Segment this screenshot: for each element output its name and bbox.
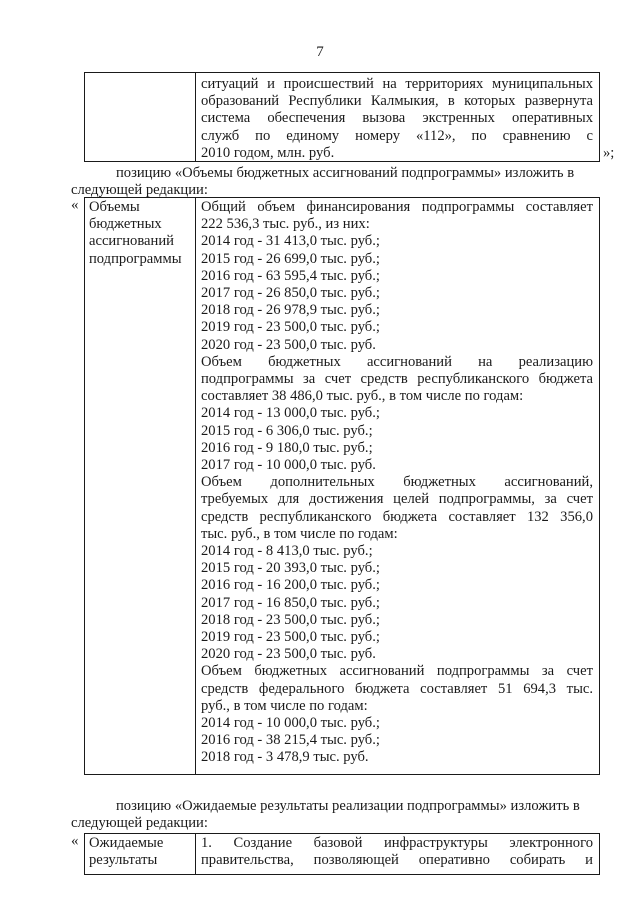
instruction-paragraph-2-line-1: позицию «Ожидаемые результаты реализации подпрограммы» изложить в — [116, 798, 580, 814]
cell-line: подпрограммы — [89, 250, 182, 267]
cell-line: 2019 год - 23 500,0 тыс. руб.; — [201, 629, 380, 645]
cell-line: составляет 38 486,0 тыс. руб., в том числе по годам: — [201, 388, 524, 405]
cell-line: 2016 год - 16 200,0 тыс. руб.; — [201, 577, 380, 594]
instruction-paragraph-2-line-2: следующей редакции: — [71, 815, 208, 831]
cell-line: Объем бюджетных ассигнований подпрограммы за счет — [201, 663, 593, 680]
cell-line: Объемы — [89, 199, 140, 215]
cell-line: 2018 год - 23 500,0 тыс. руб.; — [201, 611, 380, 628]
cell-line: результаты — [89, 852, 158, 869]
table-expected-results — [84, 833, 600, 875]
closing-quote-mark: »; — [603, 145, 615, 161]
cell-line: образований Республики Калмыкия, в которых развернута — [201, 93, 593, 110]
cell-line: 2017 год - 26 850,0 тыс. руб.; — [201, 285, 380, 301]
cell-line: 2019 год - 23 500,0 тыс. руб.; — [201, 319, 380, 336]
column-divider — [195, 73, 196, 161]
cell-line: 2014 год - 8 413,0 тыс. руб.; — [201, 543, 373, 559]
cell-line: 2014 год - 10 000,0 тыс. руб.; — [201, 715, 380, 731]
cell-line: средств федерального бюджета составляет 51 694,3 тыс. — [201, 680, 593, 697]
cell-line: ассигнований — [89, 233, 174, 250]
column-divider — [195, 834, 196, 874]
cell-line: 2020 год - 23 500,0 тыс. руб. — [201, 336, 376, 353]
cell-line: 2015 год - 20 393,0 тыс. руб.; — [201, 560, 380, 577]
cell-line: 2010 годом, млн. руб. — [201, 144, 335, 161]
cell-line: ситуаций и происшествий на территориях муниципальных — [201, 76, 593, 92]
instruction-paragraph-1-line-2: следующей редакции: — [71, 182, 208, 198]
cell-line: 2016 год - 63 595,4 тыс. руб.; — [201, 267, 380, 284]
cell-line: Ожидаемые — [89, 835, 164, 851]
opening-quote-mark-2: « — [71, 833, 79, 849]
cell-line: бюджетных — [89, 216, 162, 233]
column-divider — [195, 198, 196, 774]
cell-line: Общий объем финансирования подпрограммы составляет — [201, 199, 593, 215]
cell-line: 2018 год - 3 478,9 тыс. руб. — [201, 749, 369, 766]
table-continuation — [84, 72, 600, 162]
cell-line: 2015 год - 26 699,0 тыс. руб.; — [201, 250, 380, 267]
cell-line: требуемых для достижения целей подпрограммы, за счет — [201, 491, 593, 508]
page-number: 7 — [316, 44, 324, 60]
cell-line: Объем дополнительных бюджетных ассигнований, — [201, 474, 593, 491]
cell-line: 2014 год - 31 413,0 тыс. руб.; — [201, 233, 380, 250]
cell-line: 2017 год - 16 850,0 тыс. руб.; — [201, 594, 380, 611]
cell-line: тыс. руб., в том числе по годам: — [201, 525, 398, 542]
cell-line: 222 536,3 тыс. руб., из них: — [201, 216, 370, 233]
cell-line: 1. Создание базовой инфраструктуры электронного — [201, 835, 593, 851]
opening-quote-mark: « — [71, 197, 79, 213]
instruction-paragraph-1-line-1: позицию «Объемы бюджетных ассигнований подпрограммы» изложить в — [116, 165, 575, 181]
cell-line: 2018 год - 26 978,9 тыс. руб.; — [201, 302, 380, 319]
cell-line: 2014 год - 13 000,0 тыс. руб.; — [201, 405, 380, 422]
cell-line: 2016 год - 38 215,4 тыс. руб.; — [201, 732, 380, 749]
cell-line: 2016 год - 9 180,0 тыс. руб.; — [201, 439, 373, 456]
cell-line: 2020 год - 23 500,0 тыс. руб. — [201, 646, 376, 663]
cell-line: система обеспечения вызова экстренных оперативных — [201, 110, 593, 127]
cell-line: правительства, позволяющей оперативно собирать и — [201, 852, 593, 869]
cell-line: 2017 год - 10 000,0 тыс. руб. — [201, 457, 376, 473]
cell-line: Объем бюджетных ассигнований на реализацию — [201, 353, 593, 370]
cell-line: подпрограммы за счет средств республиканского бюджета — [201, 371, 593, 387]
cell-line: служб по единому номеру «112», по сравнению с — [201, 127, 593, 144]
cell-line: 2015 год - 6 306,0 тыс. руб.; — [201, 422, 373, 439]
cell-line: средств республиканского бюджета составляет 132 356,0 — [201, 508, 593, 525]
cell-line: руб., в том числе по годам: — [201, 697, 368, 714]
table-budget-volumes — [84, 197, 600, 775]
